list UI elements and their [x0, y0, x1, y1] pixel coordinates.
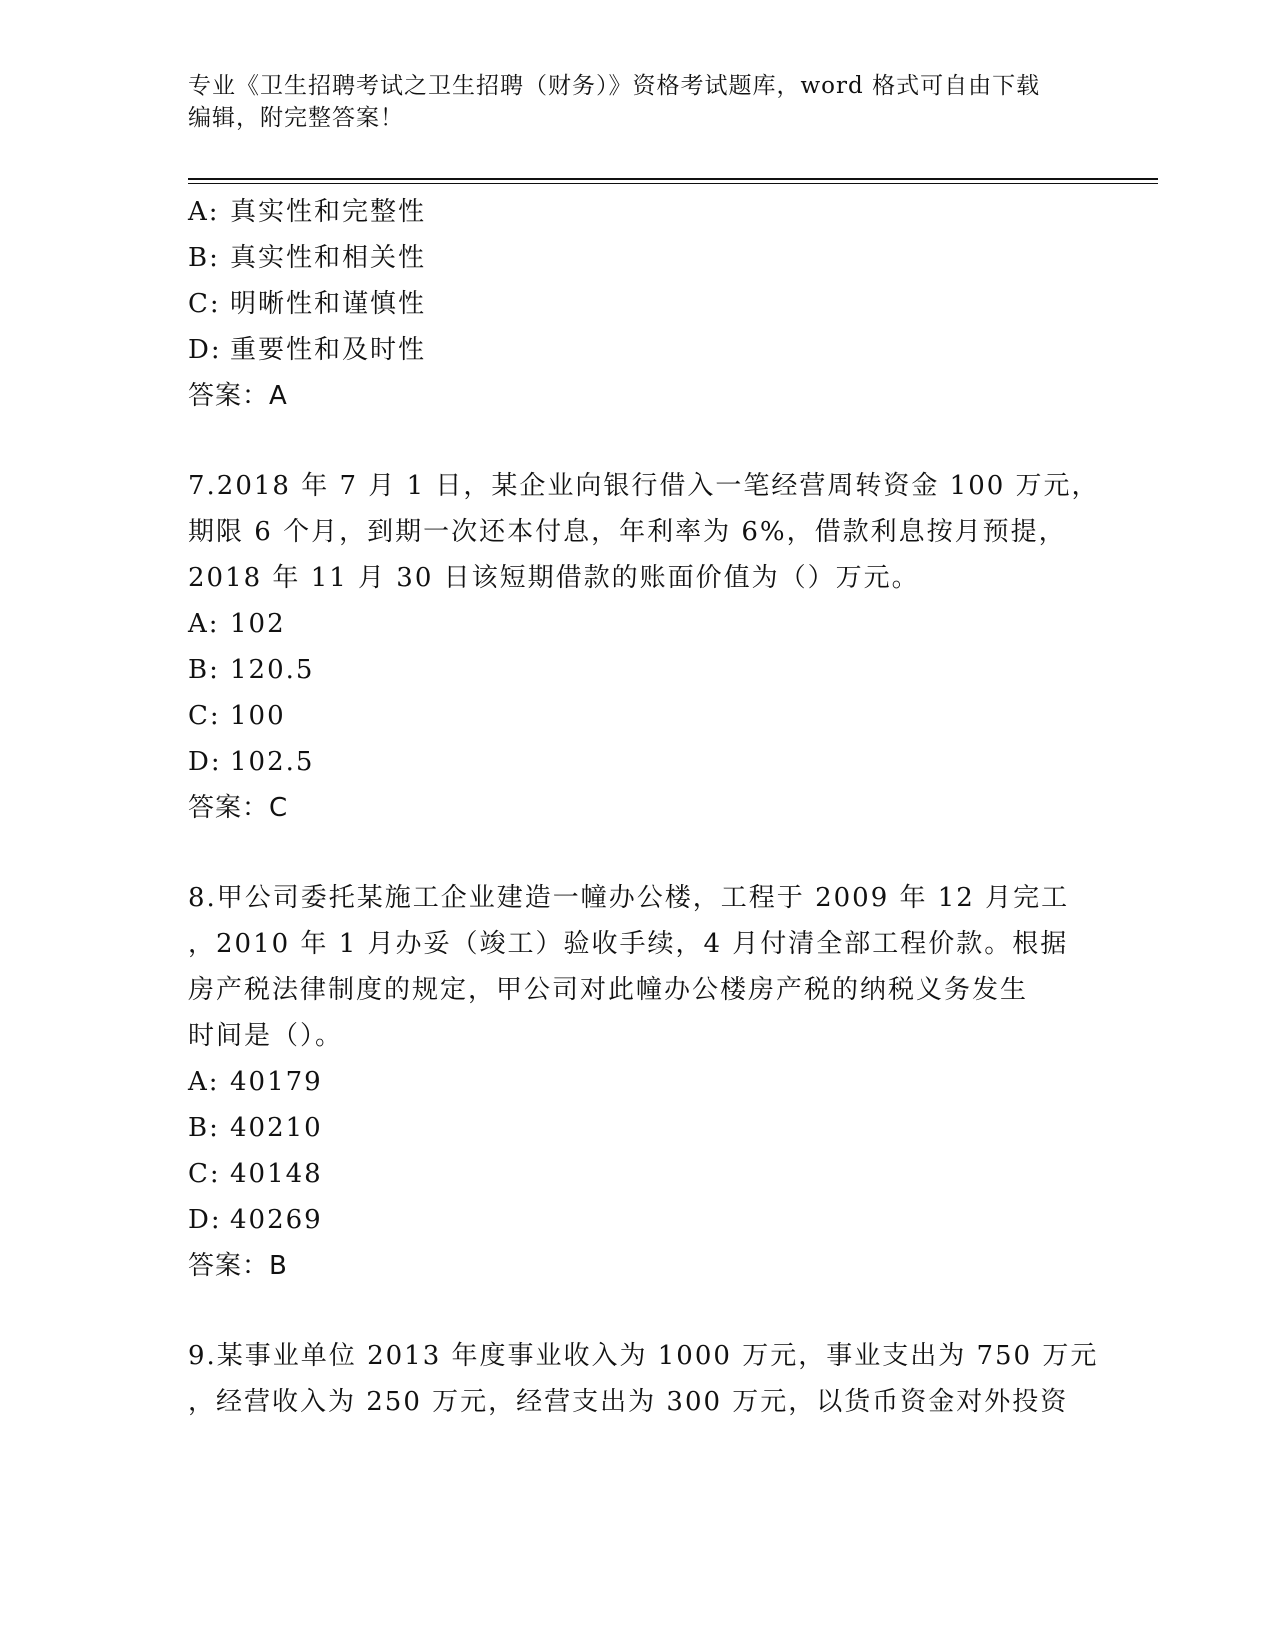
- page-header: [188, 70, 1068, 134]
- stem-line: ，2010 年 1 月办妥（竣工）验收手续，4 月付清全部工程价款。根据: [188, 929, 1069, 959]
- option-letter: A:: [188, 197, 220, 227]
- option-letter: D:: [188, 335, 222, 365]
- option-letter: A:: [188, 609, 220, 639]
- option-c: [188, 281, 1068, 327]
- option-text: 100: [230, 701, 286, 731]
- option-text: 102: [230, 609, 286, 639]
- option-d: [188, 327, 1068, 373]
- option-text: 102.5: [230, 747, 315, 777]
- option-a: [188, 1059, 1068, 1105]
- option-letter: C:: [188, 289, 221, 319]
- header-line-1: 专业《卫生招聘考试之卫生招聘（财务）》资格考试题库，word 格式可自由下载: [188, 73, 1041, 99]
- stem-line: 8.甲公司委托某施工企业建造一幢办公楼，工程于 2009 年 12 月完工: [188, 883, 1070, 913]
- option-letter: D:: [188, 747, 222, 777]
- option-letter: A:: [188, 1067, 220, 1097]
- option-d: [188, 1197, 1068, 1243]
- stem-line: 2018 年 11 月 30 日该短期借款的账面价值为（）万元。: [188, 563, 920, 593]
- option-text: 40269: [230, 1205, 323, 1235]
- option-text: 40210: [230, 1113, 323, 1143]
- question-6-options: [188, 189, 1068, 373]
- option-letter: B:: [188, 243, 220, 273]
- question-content: [188, 189, 1100, 1425]
- question-8-answer: 答案：B: [188, 1251, 288, 1281]
- question-7-answer: 答案：C: [188, 793, 289, 823]
- header-line-2: 编辑，附完整答案！: [188, 105, 404, 131]
- question-8-options: [188, 1059, 1068, 1243]
- question-6-tail: [188, 189, 1068, 419]
- option-letter: D:: [188, 1205, 222, 1235]
- option-text: 明晰性和谨慎性: [230, 289, 427, 319]
- option-a: [188, 189, 1068, 235]
- header-rule-thin: [188, 183, 1158, 184]
- stem-line: 房产税法律制度的规定，甲公司对此幢办公楼房产税的纳税义务发生: [188, 975, 1029, 1005]
- option-b: [188, 1105, 1068, 1151]
- option-b: [188, 235, 1068, 281]
- option-letter: B:: [188, 655, 220, 685]
- stem-line: 7.2018 年 7 月 1 日，某企业向银行借入一笔经营周转资金 100 万元，: [188, 471, 1100, 501]
- question-8: [188, 875, 1068, 1289]
- option-text: 120.5: [230, 655, 315, 685]
- option-b: [188, 647, 1068, 693]
- question-9-stem: [188, 1333, 1099, 1425]
- option-c: [188, 1151, 1068, 1197]
- option-letter: C:: [188, 701, 221, 731]
- option-text: 40179: [230, 1067, 323, 1097]
- header-rule-thick: [188, 178, 1158, 180]
- option-text: 40148: [230, 1159, 323, 1189]
- question-7-stem: [188, 463, 1100, 601]
- stem-line: 时间是（）。: [188, 1021, 344, 1051]
- option-d: [188, 739, 1068, 785]
- option-text: 真实性和完整性: [230, 197, 427, 227]
- option-a: [188, 601, 1068, 647]
- stem-line: 9.某事业单位 2013 年度事业收入为 1000 万元，事业支出为 750 万元: [188, 1341, 1099, 1371]
- option-letter: C:: [188, 1159, 221, 1189]
- option-c: [188, 693, 1068, 739]
- question-6-answer: 答案：A: [188, 381, 288, 411]
- question-7-options: [188, 601, 1068, 785]
- question-9: [188, 1333, 1099, 1425]
- stem-line: 期限 6 个月，到期一次还本付息，年利率为 6%，借款利息按月预提，: [188, 517, 1067, 547]
- option-letter: B:: [188, 1113, 220, 1143]
- question-7: [188, 463, 1100, 831]
- option-text: 真实性和相关性: [230, 243, 427, 273]
- question-8-stem: [188, 875, 1068, 1059]
- stem-line: ，经营收入为 250 万元，经营支出为 300 万元，以货币资金对外投资: [188, 1387, 1069, 1417]
- option-text: 重要性和及时性: [230, 335, 427, 365]
